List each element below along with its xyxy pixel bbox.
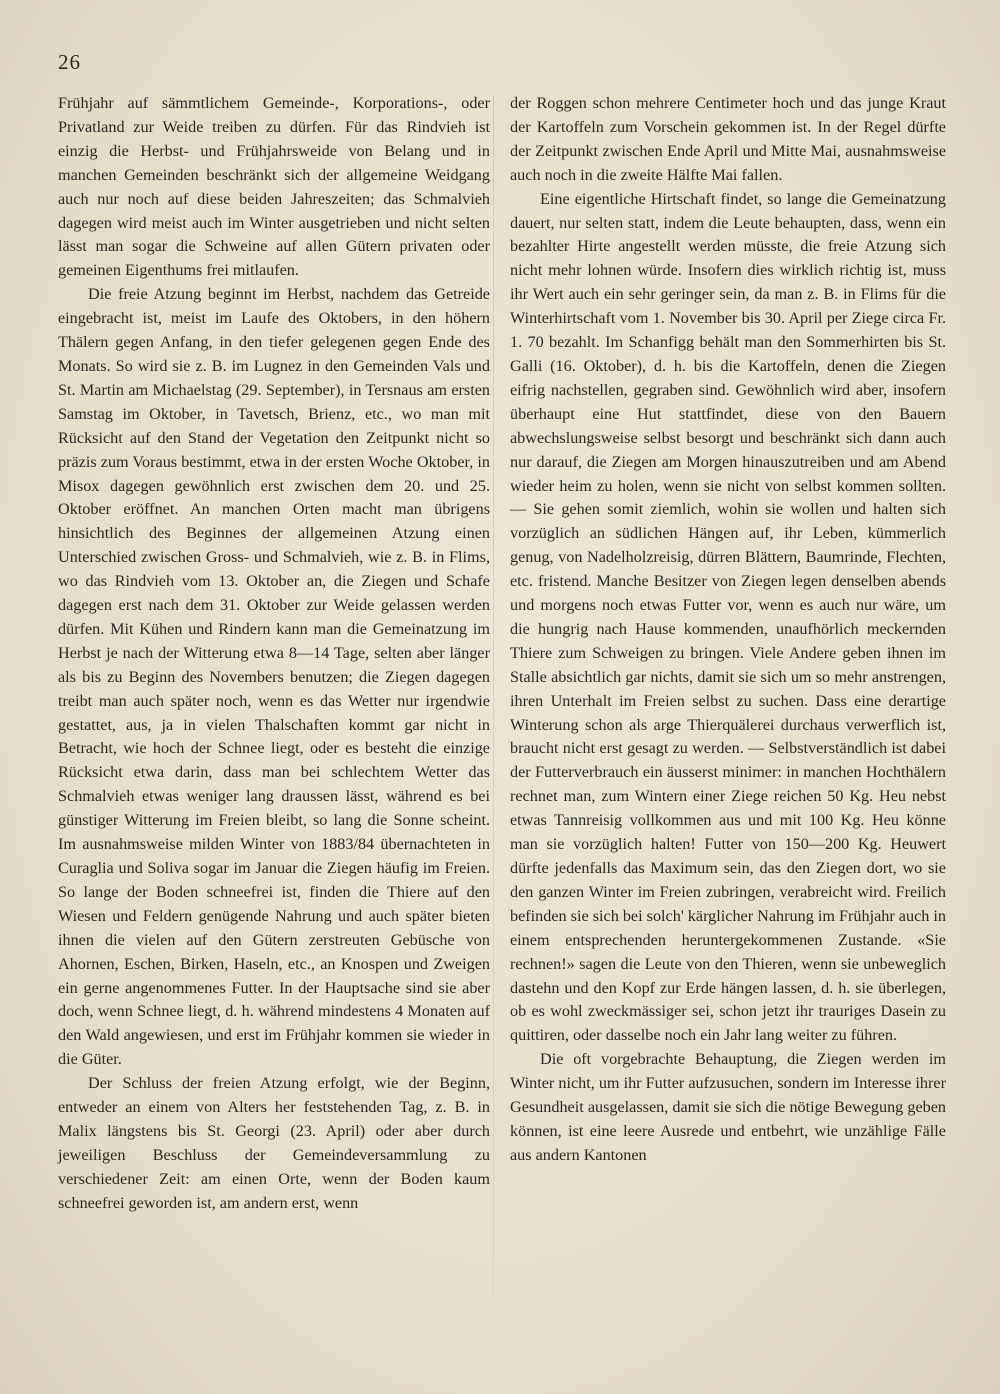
- right-column: [510, 92, 946, 1168]
- right-paragraph-2: Eine eigentliche Hirtschaft findet, so lange die Gemeinatzung dauert, nur selten statt, indem die Leute behaupten, dass, wenn ein bezahlter Hirte angestellt werden müsste, die freie Atzung sich nicht mehr lohnen würde. Insofern dies wirklich richtig ist, muss ihr Wert auch ein sehr geringer sein, da man z. B. in Flims für die Winterhirtschaft vom 1. November bis 30. April per Ziege circa Fr. 1. 70 bezahlt. Im Schanfigg behält man den Sommerhirten bis St. Galli (16. Oktober), d. h. bis die Kartoffeln, denen die Ziegen eifrig nachstellen, gegraben sind. Gewöhnlich wird aber, insofern überhaupt eine Hut stattfindet, diese von den Bauern abwechslungsweise selbst besorgt und beschränkt sich dann auch nur darauf, die Ziegen am Morgen hinauszutreiben und am Abend wieder heim zu holen, wenn sie nicht von selbst kommen sollten. — Sie gehen somit ziemlich, wohin sie wollen und halten sich vorzüglich an südlichen Hängen auf, ihr Leben, kümmerlich genug, von Nadelholzreisig, dürren Blättern, Baumrinde, Flechten, etc. fristend. Manche Besitzer von Ziegen legen denselben abends und morgens noch etwas Futter vor, wenn es auch nur wäre, um die hungrig nach Hause kommenden, unaufhörlich meckernden Thiere zum Schweigen zu bringen. Viele Andere geben ihnen im Stalle absichtlich gar nichts, damit sie sich um so mehr anstrengen, ihren Unterhalt im Freien selbst zu suchen. Dass eine derartige Winterung schon als arge Thierquälerei durchaus verwerflich ist, braucht nicht erst gesagt zu werden. — Selbstverständlich ist dabei der Futterverbrauch ein äusserst minimer: in manchen Hochthälern rechnet man, zum Wintern einer Ziege reichen 50 Kg. Heu nebst etwas Tannreisig vollkommen aus und mit 100 Kg. Heu könne man sie vorzüglich halten! Futter von 150—200 Kg. Heuwert dürfte jedenfalls das Maximum sein, das den Ziegen dort, wo sie den ganzen Winter im Freien zubringen, verabreicht wird. Freilich befinden sie sich bei solch' kärglicher Nahrung im Frühjahr auch in einem entsprechenden heruntergekommenen Zustande. «Sie rechnen!» sagen die Leute von den Thieren, wenn sie unbeweglich dastehn und den Kopf zur Erde hängen lassen, d. h. sie überlegen, ob es wohl zweckmässiger sei, schon jetzt ihr trauriges Dasein zu quittiren, oder dasselbe noch ein Jahr lang weiter zu führen.: [510, 189, 946, 1045]
- left-column: [58, 92, 490, 1216]
- page-number: 26: [58, 50, 81, 74]
- right-paragraph-3: Die oft vorgebrachte Behauptung, die Ziegen werden im Winter nicht, um ihr Futter aufzusuchen, sondern im Interesse ihrer Gesundheit ausgelassen, damit sie sich die nötige Bewegung geben können, ist eine leere Ausrede und entbehrt, wie unzählige Fälle aus andern Kantonen: [510, 1050, 946, 1164]
- right-paragraph-1: der Roggen schon mehrere Centimeter hoch und das junge Kraut der Kartoffeln zum Vorschein gekommen ist. In der Regel dürfte der Zeitpunkt zwischen Ende April und Mitte Mai, ausnahmsweise auch noch in die zweite Hälfte Mai fallen.: [510, 94, 946, 184]
- left-paragraph-1: Frühjahr auf sämmtlichem Gemeinde-, Korporations-, oder Privatland zur Weide treiben zu dürfen. Für das Rindvieh ist einzig die Herbst- und Frühjahrsweide von Belang und in manchen Gemeinden beschränkt sich der allgemeine Weidgang auch nur noch auf diese beiden Jahreszeiten; das Schmalvieh dagegen wird meist auch im Winter ausgetrieben und nicht selten lässt man sogar die Schweine auf allen Gütern privaten oder gemeinen Eigenthums frei mitlaufen.: [58, 94, 490, 280]
- column-divider: [493, 95, 494, 1300]
- left-paragraph-2: Die freie Atzung beginnt im Herbst, nachdem das Getreide eingebracht ist, meist im Laufe des Oktobers, in den höhern Thälern gegen Anfang, in den tiefer gelegenen gegen Ende des Monats. So wird sie z. B. im Lugnez in den Gemeinden Vals und St. Martin am Michaelstag (29. September), in Tersnaus am ersten Samstag im Oktober, in Tavetsch, Brienz, etc., wo man mit Rücksicht auf den Stand der Vegetation den Zeitpunkt nicht so präzis zum Voraus bestimmt, etwa in der ersten Woche Oktober, in Misox dagegen gewöhnlich erst zwischen dem 20. und 25. Oktober eröffnet. An manchen Orten macht man übrigens hinsichtlich des Beginnes der allgemeinen Atzung einen Unterschied zwischen Gross- und Schmalvieh, wie z. B. in Flims, wo das Rindvieh vom 13. Oktober an, die Ziegen und Schafe dagegen erst nach dem 31. Oktober zur Weide gelassen werden dürfen. Mit Kühen und Rindern kann man die Gemeinatzung im Herbst je nach der Witterung etwa 8—14 Tage, selten aber länger als bis zu Beginn des Novembers benutzen; die Ziegen dagegen treibt man auch später noch, wenn es das Wetter nur irgendwie gestattet, aus, ja in vielen Thalschaften kommt gar nicht in Betracht, wie hoch der Schnee liegt, oder es besteht die einzige Rücksicht etwa darin, dass man bei schlechtem Wetter das Schmalvieh etwas weniger lang draussen lässt, während es bei günstiger Witterung im Freien bleibt, so lang die Sonne scheint. Im ausnahmsweise milden Winter von 1883/84 übernachteten in Curaglia und Soliva sogar im Januar die Ziegen häufig im Freien. So lange der Boden schneefrei ist, finden die Thiere auf den Wiesen und Feldern genügende Nahrung und auch später bieten ihnen die vielen auf den Gütern zerstreuten Gebüsche von Ahornen, Eschen, Birken, Haseln, etc., an Knospen und Zweigen ein gerne angenommenes Futter. In der Hauptsache sind sie aber doch, wenn Schnee liegt, d. h. während mindestens 4 Monaten auf den Wald angewiesen, und erst im Frühjahr kommen sie wieder in die Güter.: [58, 285, 490, 1069]
- left-paragraph-3: Der Schluss der freien Atzung erfolgt, wie der Beginn, entweder an einem von Alters her feststehenden Tag, z. B. in Malix längstens bis St. Georgi (23. April) oder aber durch jeweiligen Beschluss der Gemeindeversammlung zu verschiedener Zeit: am einen Orte, wenn der Boden kaum schneefrei geworden ist, am andern erst, wenn: [58, 1074, 490, 1212]
